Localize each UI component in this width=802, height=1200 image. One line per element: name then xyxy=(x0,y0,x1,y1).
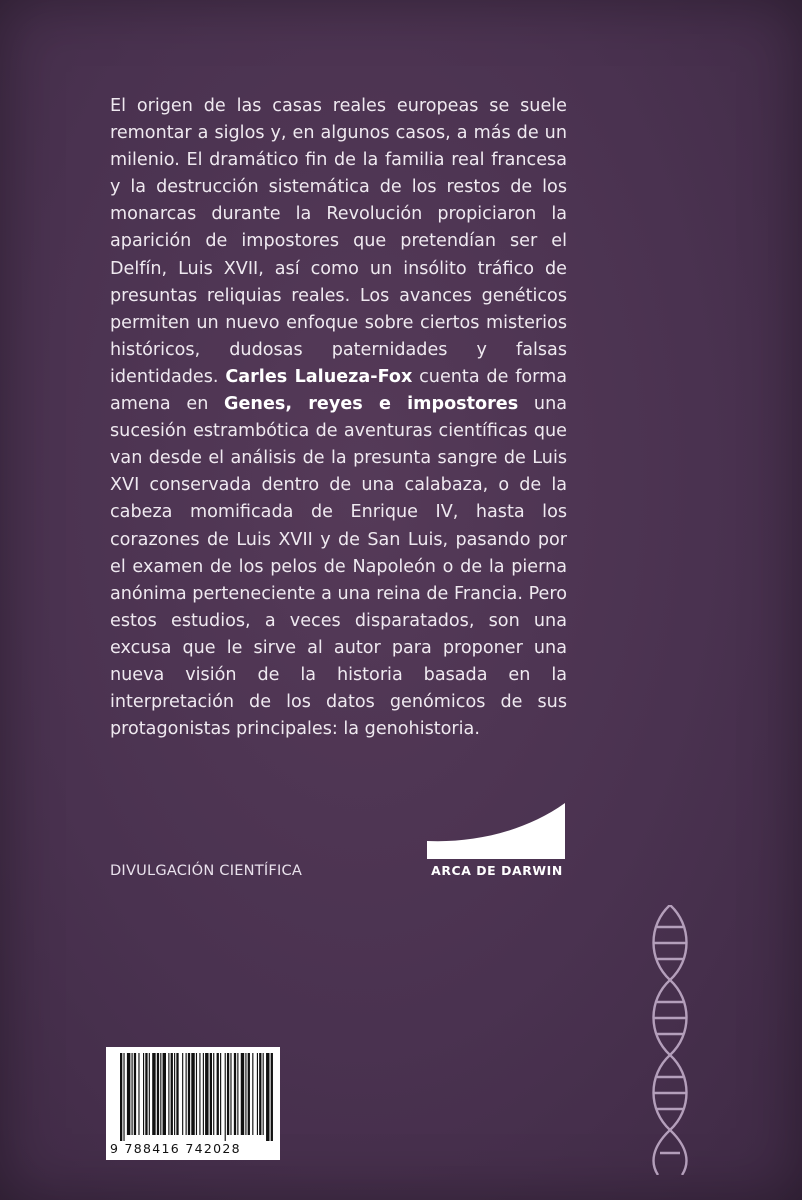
barcode-bar xyxy=(160,1053,161,1135)
barcode-bar xyxy=(149,1053,150,1135)
barcode-bar xyxy=(138,1053,139,1135)
barcode xyxy=(106,1047,280,1143)
barcode-bar xyxy=(257,1053,258,1135)
barcode-bar xyxy=(213,1053,214,1135)
barcode-bar xyxy=(263,1053,264,1135)
isbn-digits: 9 788416 742028 xyxy=(110,1141,241,1156)
barcode-bar xyxy=(171,1053,173,1135)
barcode-bar xyxy=(163,1053,166,1135)
barcode-bar xyxy=(259,1053,261,1135)
barcode-bar xyxy=(176,1053,178,1135)
barcode-bar xyxy=(220,1053,221,1135)
barcode-bar xyxy=(248,1053,250,1135)
barcode-bar xyxy=(210,1053,212,1135)
barcode-bar xyxy=(188,1053,190,1135)
barcode-bar xyxy=(241,1053,244,1135)
barcode-bar xyxy=(245,1053,246,1135)
collection-name: ARCA DE DARWIN xyxy=(431,863,563,878)
blurb-part3: una sucesión estrambótica de aventuras científicas que van desde el análisis de la presunta sangre de Luis XVI conservada dentro de una calabaza, o de la cabeza momificada de Enrique IV, hasta los corazones de Luis XVII y de San Luis, pasando por el examen de los pelos de Napoleón o de la pierna anónima perteneciente a una reina de Francia. Pero estos estudios, a veces disparatados, son una excusa que le sirve al autor para proponer una nueva visión de la historia basada en la interpretación de los datos genómicos de sus protagonistas principales: la genohistoria. xyxy=(110,394,568,740)
arca-de-darwin-logo xyxy=(423,803,569,883)
barcode-bar xyxy=(186,1053,187,1135)
barcode-bar xyxy=(174,1053,175,1135)
barcode-bar xyxy=(227,1053,229,1135)
barcode-bar xyxy=(168,1053,169,1135)
author-name: Carles Lalueza-Fox xyxy=(225,366,413,387)
barcode-bar xyxy=(199,1053,200,1135)
barcode-bar xyxy=(205,1053,208,1135)
blurb-part2: cuenta de forma amena en xyxy=(110,366,568,415)
isbn-barcode xyxy=(106,1047,280,1160)
barcode-bar xyxy=(127,1053,130,1135)
barcode-bar xyxy=(217,1053,219,1135)
barcode-bar xyxy=(145,1053,147,1135)
blurb-part1: El origen de las casas reales europeas se suele remontar a siglos y, en algunos casos, a más de un milenio. El dramático fin de la familia real francesa y la destrucción sistemática de los restos de los monarcas durante la Revolución propiciaron la aparición de impostores que pretendían ser el Delfín, Luis XVII, así como un insólito tráfico de presuntas reliquias reales. Los avances genéticos permiten un nuevo enfoque sobre ciertos misterios históricos, dudosas paternidades y falsas identidades. xyxy=(110,96,567,387)
barcode-bar xyxy=(152,1053,155,1135)
barcode-bar xyxy=(230,1053,231,1135)
barcode-bar xyxy=(132,1053,133,1135)
barcode-bar xyxy=(120,1053,122,1141)
barcode-bar xyxy=(196,1053,197,1135)
barcode-bar xyxy=(266,1053,269,1141)
barcode-bar xyxy=(252,1053,253,1135)
barcode-bar xyxy=(271,1053,273,1141)
book-title: Genes, reyes e impostores xyxy=(224,394,519,415)
blurb-text xyxy=(110,93,567,743)
barcode-bar xyxy=(234,1053,236,1135)
barcode-bar xyxy=(134,1053,136,1135)
dna-helix-icon xyxy=(630,905,710,1175)
barcode-bar xyxy=(182,1053,183,1135)
barcode-bar xyxy=(143,1053,144,1135)
category-label: DIVULGACIÓN CIENTÍFICA xyxy=(110,862,303,879)
logo-shape-icon xyxy=(423,803,569,863)
barcode-bar xyxy=(123,1053,124,1141)
barcode-bar xyxy=(237,1053,238,1135)
barcode-bar xyxy=(225,1053,226,1141)
barcode-bar xyxy=(203,1053,204,1135)
barcode-bar xyxy=(191,1053,194,1135)
barcode-bar xyxy=(157,1053,159,1135)
